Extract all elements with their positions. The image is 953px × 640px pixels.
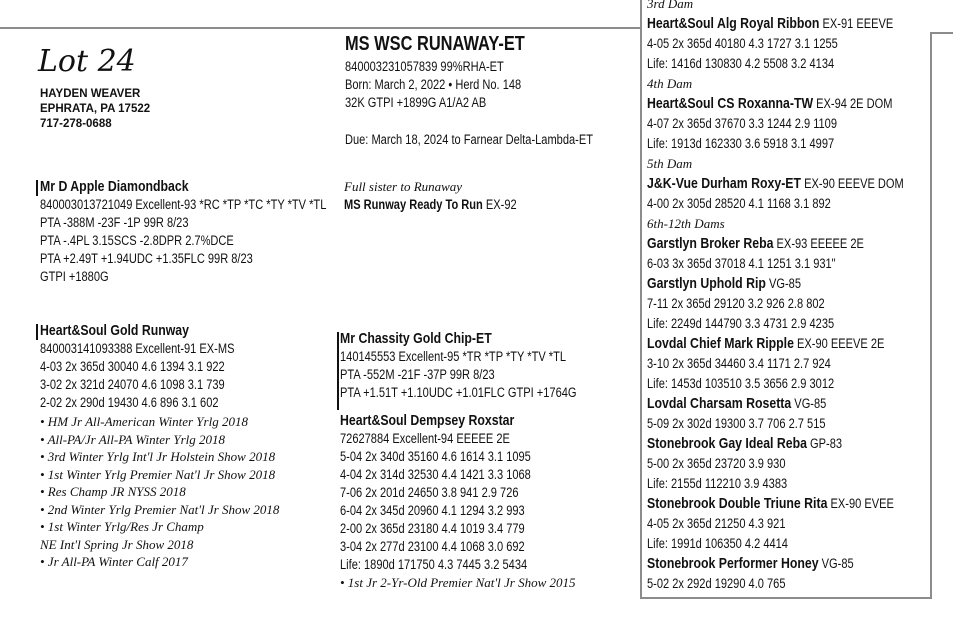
dam-honor: • 3rd Winter Yrlg Int'l Jr Holstein Show 2018 [40,449,276,464]
consignor-city: EPHRATA, PA 17522 [40,103,151,115]
ancestor-record: Life: 2249d 144790 3.3 4731 2.9 4235 [647,316,835,331]
gdam-record: 3-04 2x 277d 23100 4.4 1068 3.0 692 [340,539,525,554]
top-rule [0,27,642,29]
gdam-name: Heart&Soul Dempsey Roxstar [340,412,515,429]
ancestor-name: J&K-Vue Durham Roxy-ET [647,175,802,192]
mgs-line: 140145553 Excellent-95 *TR *TP *TY *TV *TL [340,349,567,364]
sister-score: EX-92 [485,196,517,212]
ancestor-name: Garstlyn Broker Reba [647,235,774,252]
ancestor-score: EX-90 EVEE [827,496,894,511]
sire-lines [40,196,389,286]
ancestor-name: Lovdal Charsam Rosetta [647,395,792,412]
ancestor-score: EX-93 EEEEE 2E [773,236,864,251]
dam-honor: • 1st Winter Yrlg Premier Nat'l Jr Show 2018 [40,466,276,482]
animal-name: MS WSC RUNAWAY-ET [345,33,525,55]
gdam-record: 2-00 2x 365d 23180 4.4 1019 3.4 779 [340,521,525,536]
mgs-name: Mr Chassity Gold Chip-ET [340,330,492,347]
gdam-block [340,412,576,592]
ancestor-name: Stonebrook Gay Ideal Reba [647,435,807,452]
consignor-name: HAYDEN WEAVER [40,88,141,100]
gdam-record: 5-04 2x 340d 35160 4.6 1614 3.1 1095 [340,449,531,464]
generation-label: 4th Dam [647,76,693,91]
dam-bracket [36,324,38,340]
ancestor-record: 5-00 2x 365d 23720 3.9 930 [647,456,786,471]
ancestor-name-line [647,394,904,414]
sire-line: 840003013721049 Excellent-93 *RC *TP *TC *TY *TV *TL [40,197,327,212]
gdam-record: 4-04 2x 314d 32530 4.4 1421 3.3 1068 [340,467,531,482]
dam-id: 840003141093388 Excellent-91 EX-MS [40,341,235,356]
ancestor-record: 3-10 2x 365d 34460 3.4 1171 2.7 924 [647,356,831,371]
sire-line: GTPI +1880G [40,269,109,284]
ancestor-record: Life: 1453d 103510 3.5 3656 2.9 3012 [647,376,835,391]
ancestor-record: Life: 2155d 112210 3.9 4383 [647,476,788,491]
ancestor-name: Garstlyn Uphold Rip [647,275,766,292]
consignor-phone: 717-278-0688 [40,118,112,130]
animal-born: Born: March 2, 2022 • Herd No. 148 [345,77,522,92]
ancestor-record: 5-02 2x 292d 19290 4.0 765 [647,576,786,591]
dam-honor: • Jr All-PA Winter Calf 2017 [40,554,188,569]
sire-line: PTA -.4PL 3.15SCS -2.8DPR 2.7%DCE [40,233,234,248]
gdam-records [340,448,576,574]
sire-block [40,178,389,286]
ancestor-record: Life: 1913d 162330 3.6 5918 3.1 4997 [647,136,835,151]
ancestor-name: Heart&Soul CS Roxanna-TW [647,95,814,112]
ancestor-score: EX-94 2E DOM [813,96,893,111]
ancestor-record: 4-07 2x 365d 37670 3.3 1244 2.9 1109 [647,116,837,131]
gdam-record: Life: 1890d 171750 4.3 7445 3.2 5434 [340,557,528,572]
dam-records [40,358,279,412]
ancestor-record: 6-03 3x 365d 37018 4.1 1251 3.1 931" [647,256,836,271]
mgs-line: PTA -552M -21F -37P 99R 8/23 [340,367,495,382]
ancestor-name: Stonebrook Performer Honey [647,555,819,572]
ancestor-name-line [647,494,904,514]
ancestor-score: EX-90 EEEVE 2E [793,336,885,351]
right-box-bottom-border [640,597,932,599]
animal-gtpi: 32K GTPI +1899G A1/A2 AB [345,95,487,110]
dam-block [40,322,279,571]
sire-line: PTA -388M -23F -1P 99R 8/23 [40,215,189,230]
ancestor-score: EX-91 EEEVE [819,16,894,31]
sister-name: MS Runway Ready To Run [344,196,483,212]
ancestor-record: Life: 1416d 130830 4.2 5508 3.2 4134 [647,56,835,71]
ancestor-record: Life: 1991d 106350 4.2 4414 [647,536,788,551]
sire-line: PTA +2.49T +1.94UDC +1.35FLC 99R 8/23 [40,251,253,266]
ancestor-score: GP-83 [806,436,843,451]
dam-record: 4-03 2x 365d 30040 4.6 1394 3.1 922 [40,359,225,374]
ancestor-name: Heart&Soul Alg Royal Ribbon [647,15,820,32]
ancestor-score: VG-85 [765,276,801,291]
ancestor-record: 4-05 2x 365d 40180 4.3 1727 3.1 1255 [647,36,838,51]
ancestor-score: EX-90 EEEVE DOM [801,176,904,191]
animal-due: Due: March 18, 2024 to Farnear Delta-Lambda-ET [345,132,593,147]
ancestor-name-line [647,14,904,34]
lot-number: Lot 24 [38,44,136,79]
generation-label: 6th-12th Dams [647,216,725,231]
ancestor-name: Stonebrook Double Triune Rita [647,495,828,512]
extended-pedigree [647,0,953,594]
ancestor-name-line [647,234,904,254]
gdam-honor: • 1st Jr 2-Yr-Old Premier Nat'l Jr Show 2015 [340,575,576,590]
mgs-lines [340,348,628,402]
ancestor-record: 5-09 2x 302d 19300 3.7 706 2.7 515 [647,416,826,431]
sire-bracket [36,180,38,196]
ancestor-name-line [647,274,904,294]
dam-honors [40,413,279,571]
dam-honor: NE Int'l Spring Jr Show 2018 [40,536,194,552]
gdam-record: 7-06 2x 201d 24650 3.8 941 2.9 726 [340,485,519,500]
dam-honor: • All-PA/Jr All-PA Winter Yrlg 2018 [40,431,226,447]
gdam-id: 72627884 Excellent-94 EEEEE 2E [340,431,510,446]
dam-honor: • 1st Winter Yrlg/Res Jr Champ [40,519,204,534]
mgs-block [340,330,628,402]
animal-block [345,33,647,149]
sister-note: Full sister to Runaway [344,179,463,194]
dam-record: 2-02 2x 290d 19430 4.6 896 3.1 602 [40,395,219,410]
ancestor-name-line [647,554,904,574]
ancestor-record: 4-00 2x 305d 28520 4.1 1168 3.1 892 [647,196,831,211]
dam-honor: • 2nd Winter Yrlg Premier Nat'l Jr Show 2018 [40,501,280,517]
ancestor-name-line [647,434,904,454]
ancestor-name-line [647,94,904,114]
gdam-record: 6-04 2x 345d 20960 4.1 1294 3.2 993 [340,503,525,518]
dam-name: Heart&Soul Gold Runway [40,322,189,339]
generation-label: 5th Dam [647,156,693,171]
generation-label: 3rd Dam [647,0,694,11]
animal-id: 840003231057839 99%RHA-ET [345,59,504,74]
ancestor-score: VG-85 [818,556,854,571]
ancestor-record: 4-05 2x 365d 21250 4.3 921 [647,516,786,531]
mgs-bracket [337,332,339,410]
sire-name: Mr D Apple Diamondback [40,178,189,195]
dam-record: 3-02 2x 321d 24070 4.6 1098 3.1 739 [40,377,225,392]
dam-honor: • Res Champ JR NYSS 2018 [40,484,186,499]
ancestor-record: 7-11 2x 365d 29120 3.2 926 2.8 802 [647,296,825,311]
ancestor-name-line [647,334,904,354]
ancestor-score: VG-85 [791,396,827,411]
ancestor-name-line [647,174,904,194]
mgs-line: PTA +1.51T +1.10UDC +1.01FLC GTPI +1764G [340,385,577,400]
ancestor-name: Lovdal Chief Mark Ripple [647,335,794,352]
consignor-block [40,87,150,132]
dam-honor: • HM Jr All-American Winter Yrlg 2018 [40,414,248,429]
